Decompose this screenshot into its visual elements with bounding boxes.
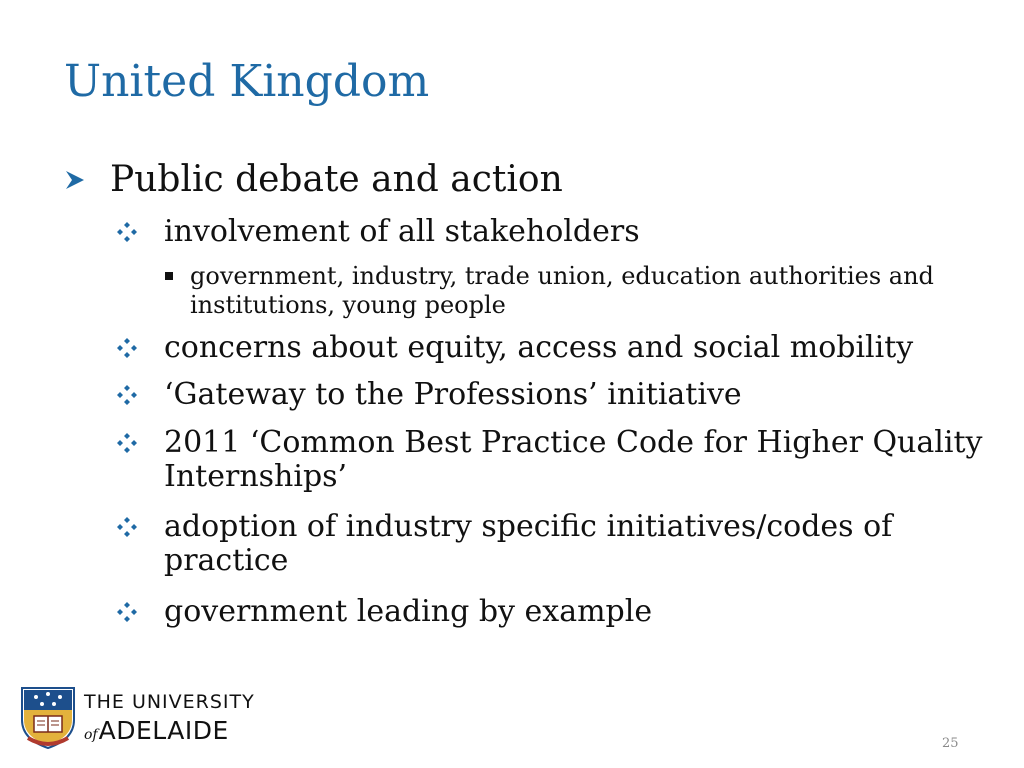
square-bullet-icon	[165, 262, 190, 290]
diamond-bullet-icon	[116, 378, 164, 412]
diamond-bullet-icon	[116, 215, 164, 249]
logo-adelaide: ADELAIDE	[98, 716, 229, 745]
bullet-item	[116, 595, 994, 629]
diamond-bullet-icon	[116, 331, 164, 365]
item-text: ‘Gateway to the Professions’ initiative	[164, 377, 742, 412]
shield-icon	[20, 686, 76, 750]
item-text: 2011 ‘Common Best Practice Code for Higher Quality Internships’	[164, 425, 983, 494]
bullet-item	[116, 331, 994, 365]
item-text: concerns about equity, access and social mobility	[164, 330, 914, 365]
item-text: adoption of industry specific initiatives/codes of practice	[164, 509, 893, 578]
logo-wordmark	[84, 693, 255, 743]
bullet-level1	[64, 160, 563, 200]
page-number: 25	[942, 736, 959, 751]
item-text: involvement of all stakeholders	[164, 214, 640, 249]
level1-text: Public debate and action	[110, 159, 563, 200]
slide-title: United Kingdom	[64, 56, 430, 107]
logo-line2	[84, 718, 255, 743]
bullet-item	[116, 378, 994, 412]
diamond-bullet-icon	[116, 510, 164, 544]
university-logo	[20, 686, 255, 750]
logo-of: of	[84, 727, 98, 743]
diamond-bullet-icon	[116, 426, 164, 460]
logo-line1: THE UNIVERSITY	[84, 691, 255, 713]
sub-bullet-item	[165, 262, 995, 320]
bullet-item	[116, 510, 994, 578]
subitem-text: government, industry, trade union, education authorities and institutions, young people	[190, 262, 934, 319]
bullet-item	[116, 215, 994, 249]
diamond-bullet-icon	[116, 595, 164, 629]
bullet-item	[116, 426, 994, 494]
arrow-bullet-icon	[64, 160, 110, 200]
item-text: government leading by example	[164, 594, 653, 629]
